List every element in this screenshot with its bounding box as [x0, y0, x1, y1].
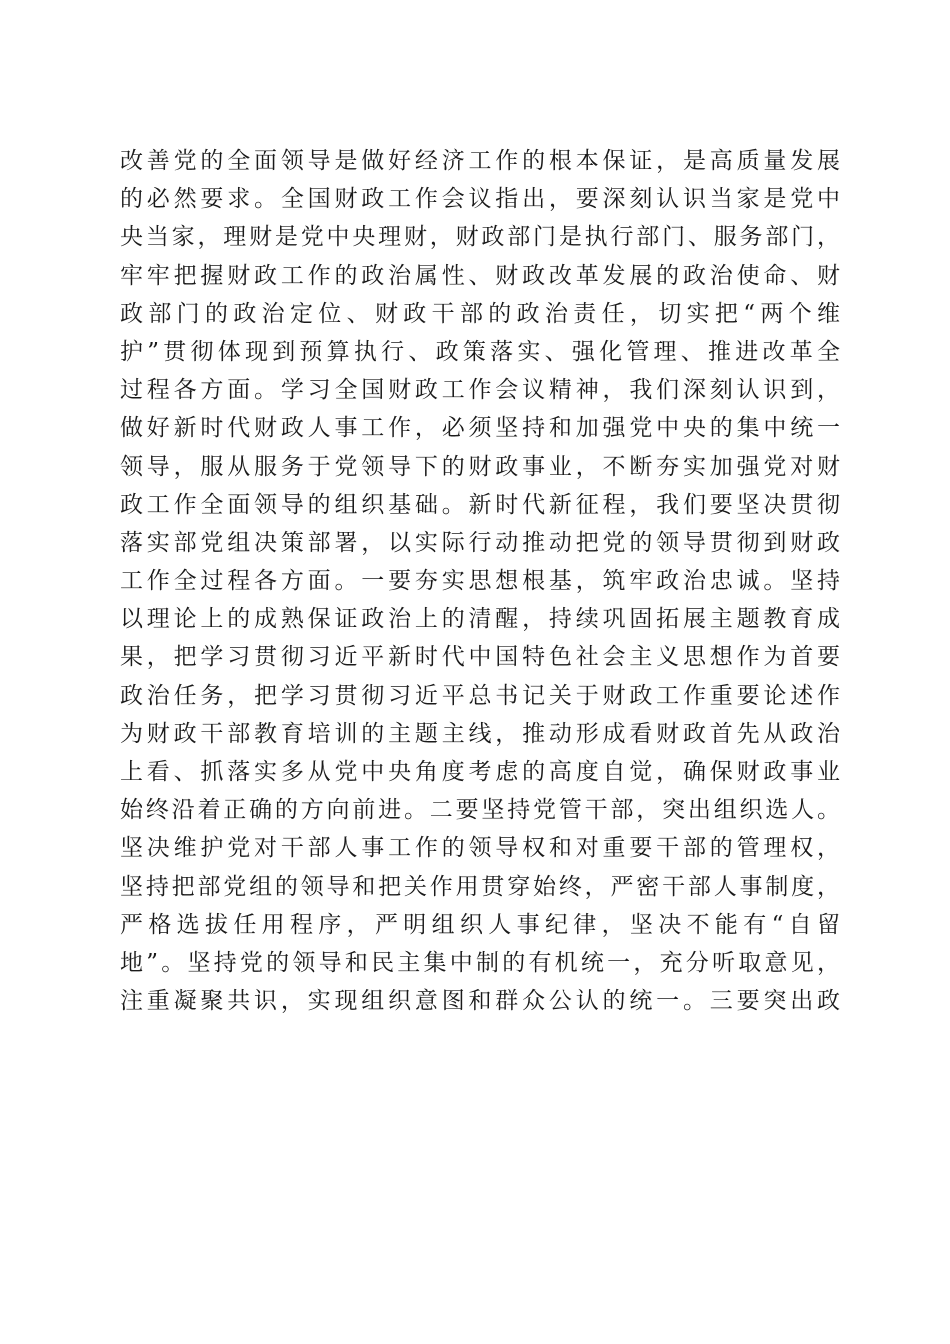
text-line: 落实部党组决策部署，以实际行动推动把党的领导贯彻到财政 — [120, 529, 840, 556]
text-line: 护”贯彻体现到预算执行、政策落实、强化管理、推进改革全 — [120, 338, 840, 365]
text-line: 的必然要求。全国财政工作会议指出，要深刻认识当家是党中 — [120, 186, 840, 213]
text-line: 政部门的政治定位、财政干部的政治责任，切实把“两个维 — [120, 300, 840, 327]
text-line: 改善党的全面领导是做好经济工作的根本保证，是高质量发展 — [120, 148, 840, 174]
text-line: 以理论上的成熟保证政治上的清醒，持续巩固拓展主题教育成 — [120, 606, 840, 633]
text-line: 领导，服从服务于党领导下的财政事业，不断夯实加强党对财 — [120, 453, 840, 480]
text-line: 工作全过程各方面。一要夯实思想根基，筑牢政治忠诚。坚持 — [120, 568, 840, 595]
text-line: 上看、抓落实多从党中央角度考虑的高度自觉，确保财政事业 — [120, 759, 840, 785]
text-line: 注重凝聚共识，实现组织意图和群众公认的统一。三要突出政 — [120, 988, 840, 1015]
text-line: 始终沿着正确的方向前进。二要坚持党管干部，突出组织选人。 — [120, 797, 840, 824]
text-line: 政工作全面领导的组织基础。新时代新征程，我们要坚决贯彻 — [120, 491, 840, 518]
text-line: 央当家，理财是党中央理财，财政部门是执行部门、服务部门， — [120, 224, 840, 251]
text-line: 坚决维护党对干部人事工作的领导权和对重要干部的管理权， — [120, 835, 840, 862]
text-line: 政治任务，把学习贯彻习近平总书记关于财政工作重要论述作 — [120, 682, 840, 709]
text-line: 坚持把部党组的领导和把关作用贯穿始终，严密干部人事制度， — [120, 873, 840, 900]
text-line: 牢牢把握财政工作的政治属性、财政改革发展的政治使命、财 — [120, 262, 840, 289]
text-line: 果，把学习贯彻习近平新时代中国特色社会主义思想作为首要 — [120, 644, 840, 671]
body-paragraph — [120, 142, 840, 1020]
text-line: 过程各方面。学习全国财政工作会议精神，我们深刻认识到， — [120, 377, 840, 404]
text-line: 地”。坚持党的领导和民主集中制的有机统一，充分听取意见， — [120, 949, 840, 976]
text-line: 严格选拔任用程序，严明组织人事纪律，坚决不能有“自留 — [120, 911, 840, 938]
text-line: 为财政干部教育培训的主题主线，推动形成看财政首先从政治 — [120, 720, 840, 747]
text-line: 做好新时代财政人事工作，必须坚持和加强党中央的集中统一 — [120, 415, 840, 442]
